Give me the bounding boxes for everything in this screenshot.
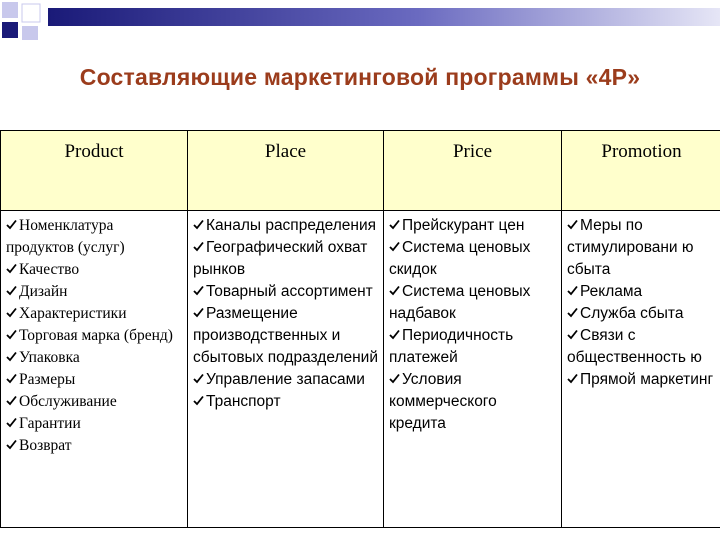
list-item <box>389 215 557 237</box>
list-item <box>193 215 379 237</box>
list-item <box>389 325 557 369</box>
product-list <box>6 215 183 457</box>
list-item-text: Система ценовых надбавок <box>389 283 531 322</box>
check-icon <box>6 435 17 457</box>
list-item-text: Меры по стимулировани ю сбыта <box>567 217 694 278</box>
check-icon <box>567 215 578 237</box>
column-header-promotion: Promotion <box>562 131 720 211</box>
check-icon <box>193 391 204 413</box>
check-icon <box>389 215 400 237</box>
list-item <box>193 281 379 303</box>
check-icon <box>6 347 17 369</box>
list-item-text: Прейскурант цен <box>402 217 525 234</box>
check-icon <box>567 325 578 347</box>
list-item <box>6 435 183 457</box>
header-decoration <box>0 0 720 50</box>
list-item <box>6 413 183 435</box>
list-item-text: Гарантии <box>19 415 81 432</box>
column-header-product: Product <box>1 131 188 211</box>
list-item-text: Система ценовых скидок <box>389 239 531 278</box>
check-icon <box>193 215 204 237</box>
place-cell <box>188 211 384 528</box>
list-item <box>6 347 183 369</box>
list-item-text: Транспорт <box>206 393 281 410</box>
price-list <box>389 215 557 435</box>
list-item-text: Управление запасами <box>206 371 365 388</box>
list-item-text: Размеры <box>19 371 76 388</box>
list-item <box>193 303 379 369</box>
list-item-text: Служба сбыта <box>580 305 684 322</box>
marketing-mix-table <box>0 130 720 528</box>
list-item <box>6 281 183 303</box>
list-item-text: Торговая марка (бренд) <box>19 327 173 344</box>
promotion-cell <box>562 211 720 528</box>
list-item-text: Качество <box>19 261 80 278</box>
check-icon <box>6 391 17 413</box>
list-item-text: Реклама <box>580 283 643 300</box>
check-icon <box>6 259 17 281</box>
list-item <box>389 281 557 325</box>
product-cell <box>1 211 188 528</box>
list-item-text: Периодичность платежей <box>389 327 514 366</box>
list-item <box>567 281 717 303</box>
check-icon <box>567 303 578 325</box>
list-item-text: Связи с общественность ю <box>567 327 702 366</box>
header-row <box>1 131 720 211</box>
list-item-text: Прямой маркетинг <box>580 371 714 388</box>
list-item-text: Возврат <box>19 437 72 454</box>
header-gradient-bar <box>0 0 720 50</box>
list-item <box>193 391 379 413</box>
list-item-text: Характеристики <box>19 305 127 322</box>
list-item-text: Номенклатура продуктов (услуг) <box>6 217 125 256</box>
price-cell <box>384 211 562 528</box>
list-item <box>389 237 557 281</box>
check-icon <box>567 369 578 391</box>
list-item-text: Каналы распределения <box>206 217 377 234</box>
list-item <box>567 215 717 281</box>
check-icon <box>389 237 400 259</box>
list-item <box>6 259 183 281</box>
list-item-text: Размещение производственных и сбытовых подразделений <box>193 305 378 366</box>
check-icon <box>6 325 17 347</box>
content-row <box>1 211 720 528</box>
list-item <box>6 325 183 347</box>
check-icon <box>389 369 400 391</box>
check-icon <box>6 281 17 303</box>
list-item-text: Географический охват рынков <box>193 239 368 278</box>
list-item <box>6 369 183 391</box>
check-icon <box>193 237 204 259</box>
check-icon <box>193 369 204 391</box>
list-item <box>389 369 557 435</box>
list-item-text: Обслуживание <box>19 393 117 410</box>
check-icon <box>6 413 17 435</box>
column-header-price: Price <box>384 131 562 211</box>
list-item <box>6 391 183 413</box>
check-icon <box>193 303 204 325</box>
slide-title: Составляющие маркетинговой программы «4P» <box>79 64 641 90</box>
check-icon <box>389 281 400 303</box>
list-item <box>567 325 717 369</box>
list-item <box>567 303 717 325</box>
list-item <box>567 369 717 391</box>
check-icon <box>6 369 17 391</box>
check-icon <box>6 303 17 325</box>
check-icon <box>193 281 204 303</box>
list-item-text: Условия коммерческого кредита <box>389 371 497 432</box>
list-item-text: Упаковка <box>19 349 80 366</box>
list-item <box>6 215 183 259</box>
list-item <box>193 237 379 281</box>
check-icon <box>6 215 17 237</box>
place-list <box>193 215 379 413</box>
promotion-list <box>567 215 717 391</box>
column-header-place: Place <box>188 131 384 211</box>
check-icon <box>389 325 400 347</box>
check-icon <box>567 281 578 303</box>
list-item-text: Товарный ассортимент <box>206 283 373 300</box>
list-item <box>6 303 183 325</box>
list-item-text: Дизайн <box>19 283 68 300</box>
list-item <box>193 369 379 391</box>
